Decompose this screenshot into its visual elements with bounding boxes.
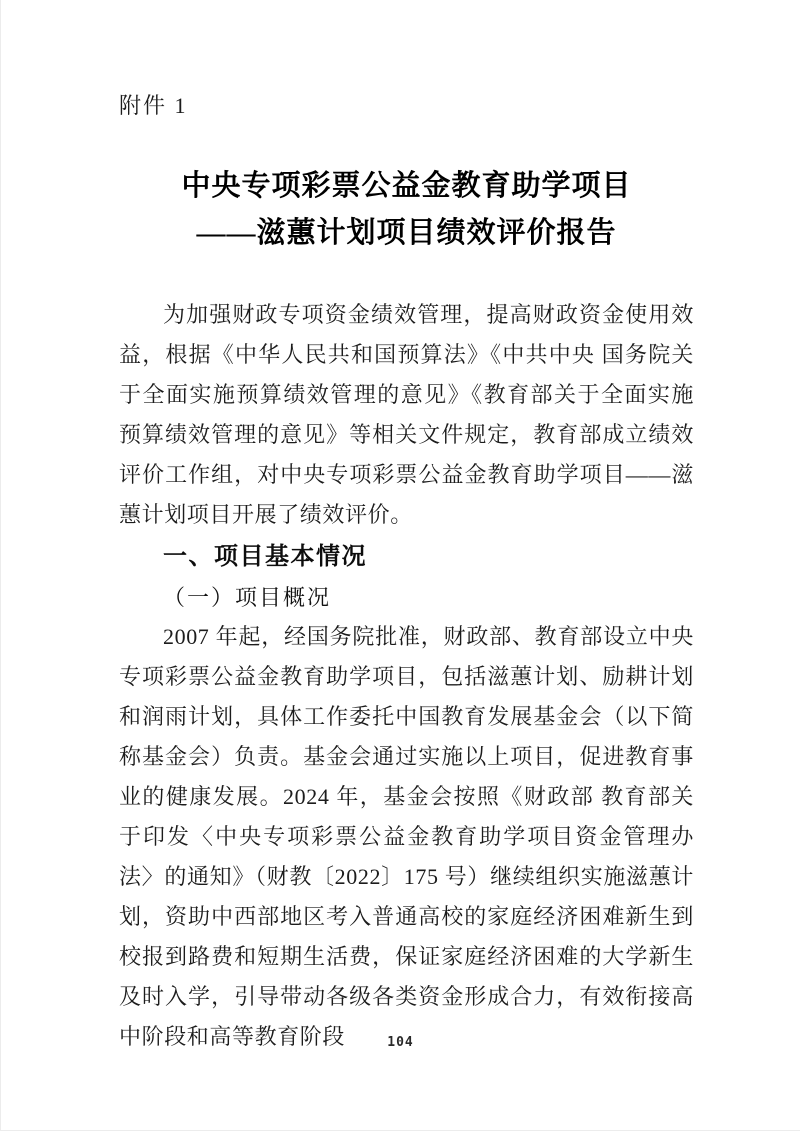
project-overview-paragraph: 2007 年起，经国务院批准，财政部、教育部设立中央专项彩票公益金教育助学项目，包括滋蕙计划、励耕计划和润雨计划，具体工作委托中国教育发展基金会（以下简称基金会）负责。基金会通过实施以上项目，促进教育事业的健康发展。2024 年，基金会按照《财政部 教育部关于印发〈中央专项彩票公益金教育助学项目资金管理办法〉的通知》（财教〔2022〕175 号）继续组织实施滋蕙计划，资助中西部地区考入普通高校的家庭经济困难新生到校报到路费和短期生活费，保证家庭经济困难的大学新生及时入学，引导带动各级各类资金形成合力，有效衔接高中阶段和高等教育阶段: [119, 624, 694, 1049]
subsection-heading-project-overview: （一）项目概况: [163, 585, 332, 610]
document-title-line-2: ——滋蕙计划项目绩效评价报告: [196, 217, 617, 249]
section-heading-project-basics: 一、项目基本情况: [163, 543, 367, 570]
document-title: [119, 163, 694, 257]
attachment-label: 附件 1: [119, 93, 188, 118]
intro-paragraph: 为加强财政专项资金绩效管理，提高财政资金使用效益，根据《中华人民共和国预算法》《中共中央 国务院关于全面实施预算绩效管理的意见》《教育部关于全面实施预算绩效管理的意见》等相关文件规定，教育部成立绩效评价工作组，对中央专项彩票公益金教育助学项目——滋蕙计划项目开展了绩效评价。: [119, 302, 694, 527]
page-number: 104: [387, 1035, 414, 1050]
document-title-line-1: 中央专项彩票公益金教育助学项目: [181, 170, 632, 202]
